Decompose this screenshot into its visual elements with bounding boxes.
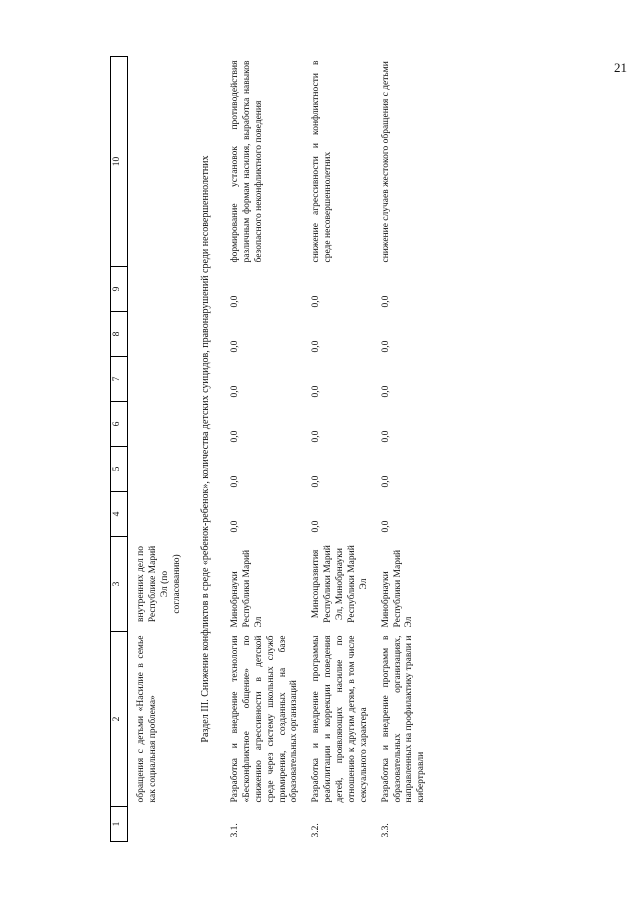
- header-cell: 1: [111, 807, 128, 842]
- row-value: [128, 447, 186, 492]
- row-value: 0,0: [380, 520, 391, 533]
- header-cell: 10: [111, 57, 128, 267]
- header-cell: 8: [111, 312, 128, 357]
- row-activity: Разработка и внедрение программ в образовательных организациях, направленных на профилактику травли и кибертравли: [380, 635, 427, 803]
- row-value: 0,0: [380, 295, 391, 308]
- header-cell: 3: [111, 537, 128, 632]
- header-cell: 9: [111, 267, 128, 312]
- row-activity: Разработка и внедрение программы реабилитации и коррекции поведения детей, проявляющих насилие по отношению к другим детям, в том числе сексуального характера: [311, 635, 369, 803]
- row-number: 3.1.: [230, 823, 240, 838]
- row-value: [128, 357, 186, 402]
- header-cell: 2: [111, 632, 128, 807]
- row-value: 0,0: [380, 340, 391, 353]
- row-executor: Минсоцразвития Республики Марий Эл, Минобрнауки Республики Марий Эл: [311, 545, 369, 623]
- row-value: 0,0: [311, 475, 322, 488]
- section-title: Раздел III. Снижение конфликтов в среде «ребенок-ребенок», количества детских суицидов, правонарушений среди несовершеннолетних: [199, 155, 211, 743]
- page-number: 21: [614, 60, 627, 75]
- row-value: 0,0: [311, 385, 322, 398]
- table-row: [303, 57, 372, 842]
- header-cell: 4: [111, 492, 128, 537]
- row-executor: Минобрнауки Республики Марий Эл: [230, 549, 264, 628]
- row-result: снижение случаев жестокого обращения с детьми: [380, 61, 391, 263]
- row-number: 3.3.: [380, 823, 391, 838]
- row-value: 0,0: [311, 295, 322, 308]
- table-row: [373, 57, 431, 842]
- rotated-table-container: [110, 57, 639, 842]
- row-value: 0,0: [380, 385, 391, 398]
- row-value: 0,0: [380, 475, 391, 488]
- row-value: 0,0: [311, 520, 322, 533]
- row-value: [128, 402, 186, 447]
- row-value: 0,0: [230, 475, 240, 488]
- row-executor: Минобрнауки Республики Марий Эл: [380, 549, 415, 628]
- row-value: [128, 267, 186, 312]
- row-value: 0,0: [230, 385, 240, 398]
- table-row-continued: [128, 57, 186, 842]
- row-activity: Разработка и внедрение технологии «Бесконфликтное общение» по снижению агрессивности в детской среде через систему школьных служб примирения, созданных на базе образовательных организаций: [230, 635, 300, 803]
- header-cell: 5: [111, 447, 128, 492]
- row-result: снижение агрессивности и конфликтности в среде несовершеннолетних: [311, 60, 334, 263]
- row-value: [128, 312, 186, 357]
- header-row: [111, 57, 128, 842]
- row-value: 0,0: [380, 430, 391, 443]
- row-value: 0,0: [311, 430, 322, 443]
- row-value: 0,0: [230, 430, 240, 443]
- row-result: формирование установок противодействия различным формам насилия, выработка навыков безопасного неконфликтного поведения: [230, 60, 264, 263]
- row-result: [128, 57, 186, 267]
- table-row: [222, 57, 303, 842]
- row-number: 3.2.: [311, 823, 322, 838]
- row-value: 0,0: [311, 340, 322, 353]
- section-heading-row: [186, 57, 223, 842]
- header-cell: 7: [111, 357, 128, 402]
- row-value: 0,0: [230, 520, 240, 533]
- program-table: [110, 56, 430, 842]
- row-value: [128, 492, 186, 537]
- row-number: [128, 807, 186, 842]
- row-executor: внутренних дел по Республике Марий Эл (по согласованию): [136, 545, 182, 623]
- row-activity: обращения с детьми «Насилие в семье как социальная проблема»: [136, 635, 158, 803]
- row-value: 0,0: [230, 340, 240, 353]
- row-value: 0,0: [230, 295, 240, 308]
- header-cell: 6: [111, 402, 128, 447]
